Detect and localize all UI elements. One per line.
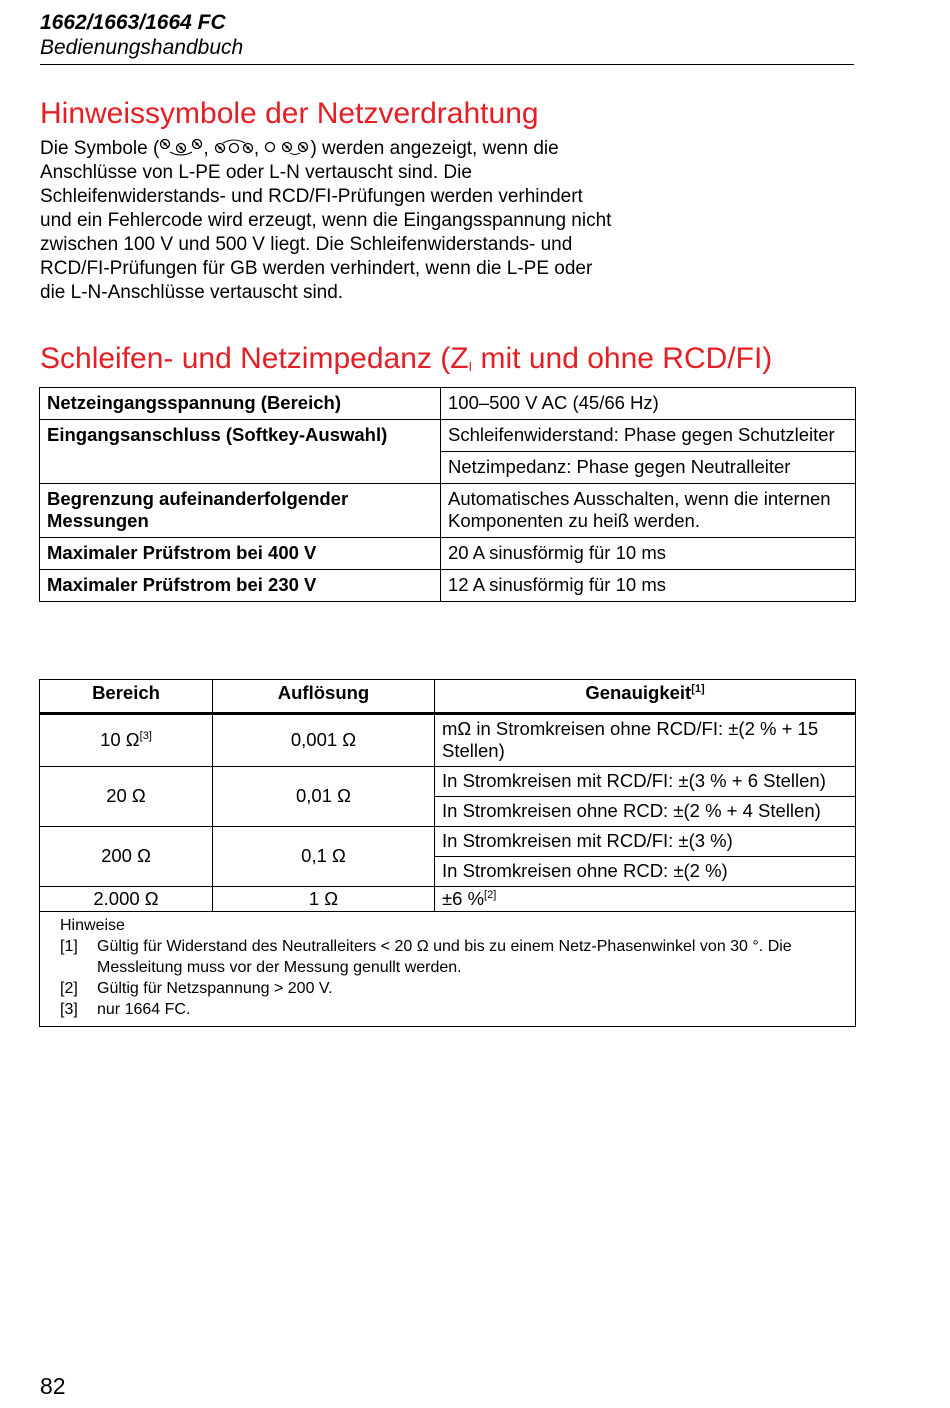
spec-label: Maximaler Prüfstrom bei 230 V bbox=[40, 570, 441, 602]
spec-label: Eingangsanschluss (Softkey-Auswahl) bbox=[40, 420, 441, 484]
header-accuracy-label: Genauigkeit bbox=[585, 682, 692, 703]
section-title-wiring-symbols: Hinweissymbole der Netzverdrahtung bbox=[40, 97, 539, 130]
resolution-cell: 0,001 Ω bbox=[213, 714, 435, 767]
spec-label: Maximaler Prüfstrom bei 400 V bbox=[40, 538, 441, 570]
footnote-ref: [3] bbox=[139, 730, 152, 742]
header-accuracy bbox=[435, 680, 856, 714]
range-cell: 20 Ω bbox=[40, 767, 213, 827]
spec-value: Automatisches Ausschalten, wenn die internen Komponenten zu heiß werden. bbox=[441, 484, 856, 538]
accuracy-cell: In Stromkreisen mit RCD/FI: ±(3 %) bbox=[435, 827, 856, 857]
notes-cell bbox=[40, 912, 856, 1027]
range-cell: 200 Ω bbox=[40, 827, 213, 887]
range-cell: 2.000 Ω bbox=[40, 887, 213, 912]
header-range: Bereich bbox=[40, 680, 213, 714]
header-resolution: Auflösung bbox=[213, 680, 435, 714]
accuracy-value: ±6 % bbox=[442, 888, 485, 909]
resolution-cell: 1 Ω bbox=[213, 887, 435, 912]
table-row bbox=[40, 570, 856, 602]
accuracy-table bbox=[39, 679, 856, 1027]
accuracy-cell: mΩ in Stromkreisen ohne RCD/FI: ±(2 % + 15 Stellen) bbox=[435, 714, 856, 767]
page-header bbox=[40, 10, 854, 65]
accuracy-cell: In Stromkreisen ohne RCD: ±(2 %) bbox=[435, 857, 856, 887]
symbol-sep-1: , bbox=[203, 138, 214, 159]
accuracy-cell bbox=[435, 887, 856, 912]
title-pre: Schleifen- und Netzimpedanz (Z bbox=[40, 342, 469, 375]
note-number: [1] bbox=[60, 938, 78, 955]
para-start: Die Symbole ( bbox=[40, 138, 160, 159]
note-text: Gültig für Widerstand des Neutralleiters < 20 Ω und bis zu einem Netz-Phasenwinkel von 30 °. Die Messleitung muss vor der Messung genullt werden. bbox=[97, 938, 792, 976]
section-title-loop-impedance bbox=[40, 341, 772, 385]
notes-row bbox=[40, 912, 856, 1027]
resolution-cell: 0,1 Ω bbox=[213, 827, 435, 887]
spec-value: Schleifenwiderstand: Phase gegen Schutzleiter bbox=[441, 420, 856, 452]
wiring-symbols-paragraph bbox=[40, 137, 615, 305]
spec-value: Netzimpedanz: Phase gegen Neutralleiter bbox=[441, 452, 856, 484]
notes-heading: Hinweise bbox=[60, 917, 125, 934]
title-subscript: I bbox=[468, 359, 473, 374]
title-post: mit und ohne RCD/FI) bbox=[472, 342, 773, 375]
spec-value: 20 A sinusförmig für 10 ms bbox=[441, 538, 856, 570]
footnote-ref: [2] bbox=[484, 889, 497, 901]
spec-value: 100–500 V AC (45/66 Hz) bbox=[441, 388, 856, 420]
spec-label: Begrenzung aufeinanderfolgender Messungen bbox=[40, 484, 441, 538]
manual-subtitle: Bedienungshandbuch bbox=[40, 36, 244, 59]
para-end: ) werden angezeigt, wenn die Anschlüsse von L-PE oder L-N vertauscht sind. Die Schleifenwiderstands- und RCD/FI-Prüfungen werden verhindert und ein Fehlercode wird erzeugt, wenn die Eingangsspannung nicht zwischen 100 V und 500 V liegt. Die Schleifenwiderstands- und RCD/FI-Prüfungen für GB werden verhindert, wenn die L-PE oder die L-N-Anschlüsse vertauscht sind. bbox=[40, 138, 612, 303]
note-number: [3] bbox=[60, 1001, 78, 1018]
page-number: 82 bbox=[40, 1373, 66, 1399]
accuracy-cell: In Stromkreisen ohne RCD: ±(2 % + 4 Stellen) bbox=[435, 797, 856, 827]
table-header-row bbox=[40, 680, 856, 714]
wiring-symbol-open-middle-icon bbox=[214, 138, 254, 156]
table-row bbox=[40, 767, 856, 797]
spec-label: Netzeingangsspannung (Bereich) bbox=[40, 388, 441, 420]
resolution-cell: 0,01 Ω bbox=[213, 767, 435, 827]
note-text: Gültig für Netzspannung > 200 V. bbox=[97, 980, 333, 997]
spec-table bbox=[39, 387, 856, 602]
table-row bbox=[40, 538, 856, 570]
accuracy-cell: In Stromkreisen mit RCD/FI: ±(3 % + 6 Stellen) bbox=[435, 767, 856, 797]
wiring-symbol-open-left-icon bbox=[264, 138, 310, 156]
symbol-sep-2: , bbox=[253, 138, 265, 159]
spec-value: 12 A sinusförmig für 10 ms bbox=[441, 570, 856, 602]
note-item bbox=[60, 999, 835, 1020]
table-row bbox=[40, 887, 856, 912]
footnote-ref: [1] bbox=[691, 683, 705, 695]
note-item bbox=[60, 936, 835, 978]
table-row bbox=[40, 827, 856, 857]
model-title: 1662/1663/1664 FC bbox=[40, 11, 226, 34]
table-row bbox=[40, 420, 856, 452]
wiring-symbol-three-terminals-icon bbox=[159, 138, 203, 156]
note-item bbox=[60, 978, 835, 999]
range-cell bbox=[40, 714, 213, 767]
range-value: 10 Ω bbox=[100, 729, 140, 750]
table-row bbox=[40, 714, 856, 767]
note-number: [2] bbox=[60, 980, 78, 997]
note-text: nur 1664 FC. bbox=[97, 1001, 191, 1018]
table-row bbox=[40, 388, 856, 420]
table-row bbox=[40, 484, 856, 538]
